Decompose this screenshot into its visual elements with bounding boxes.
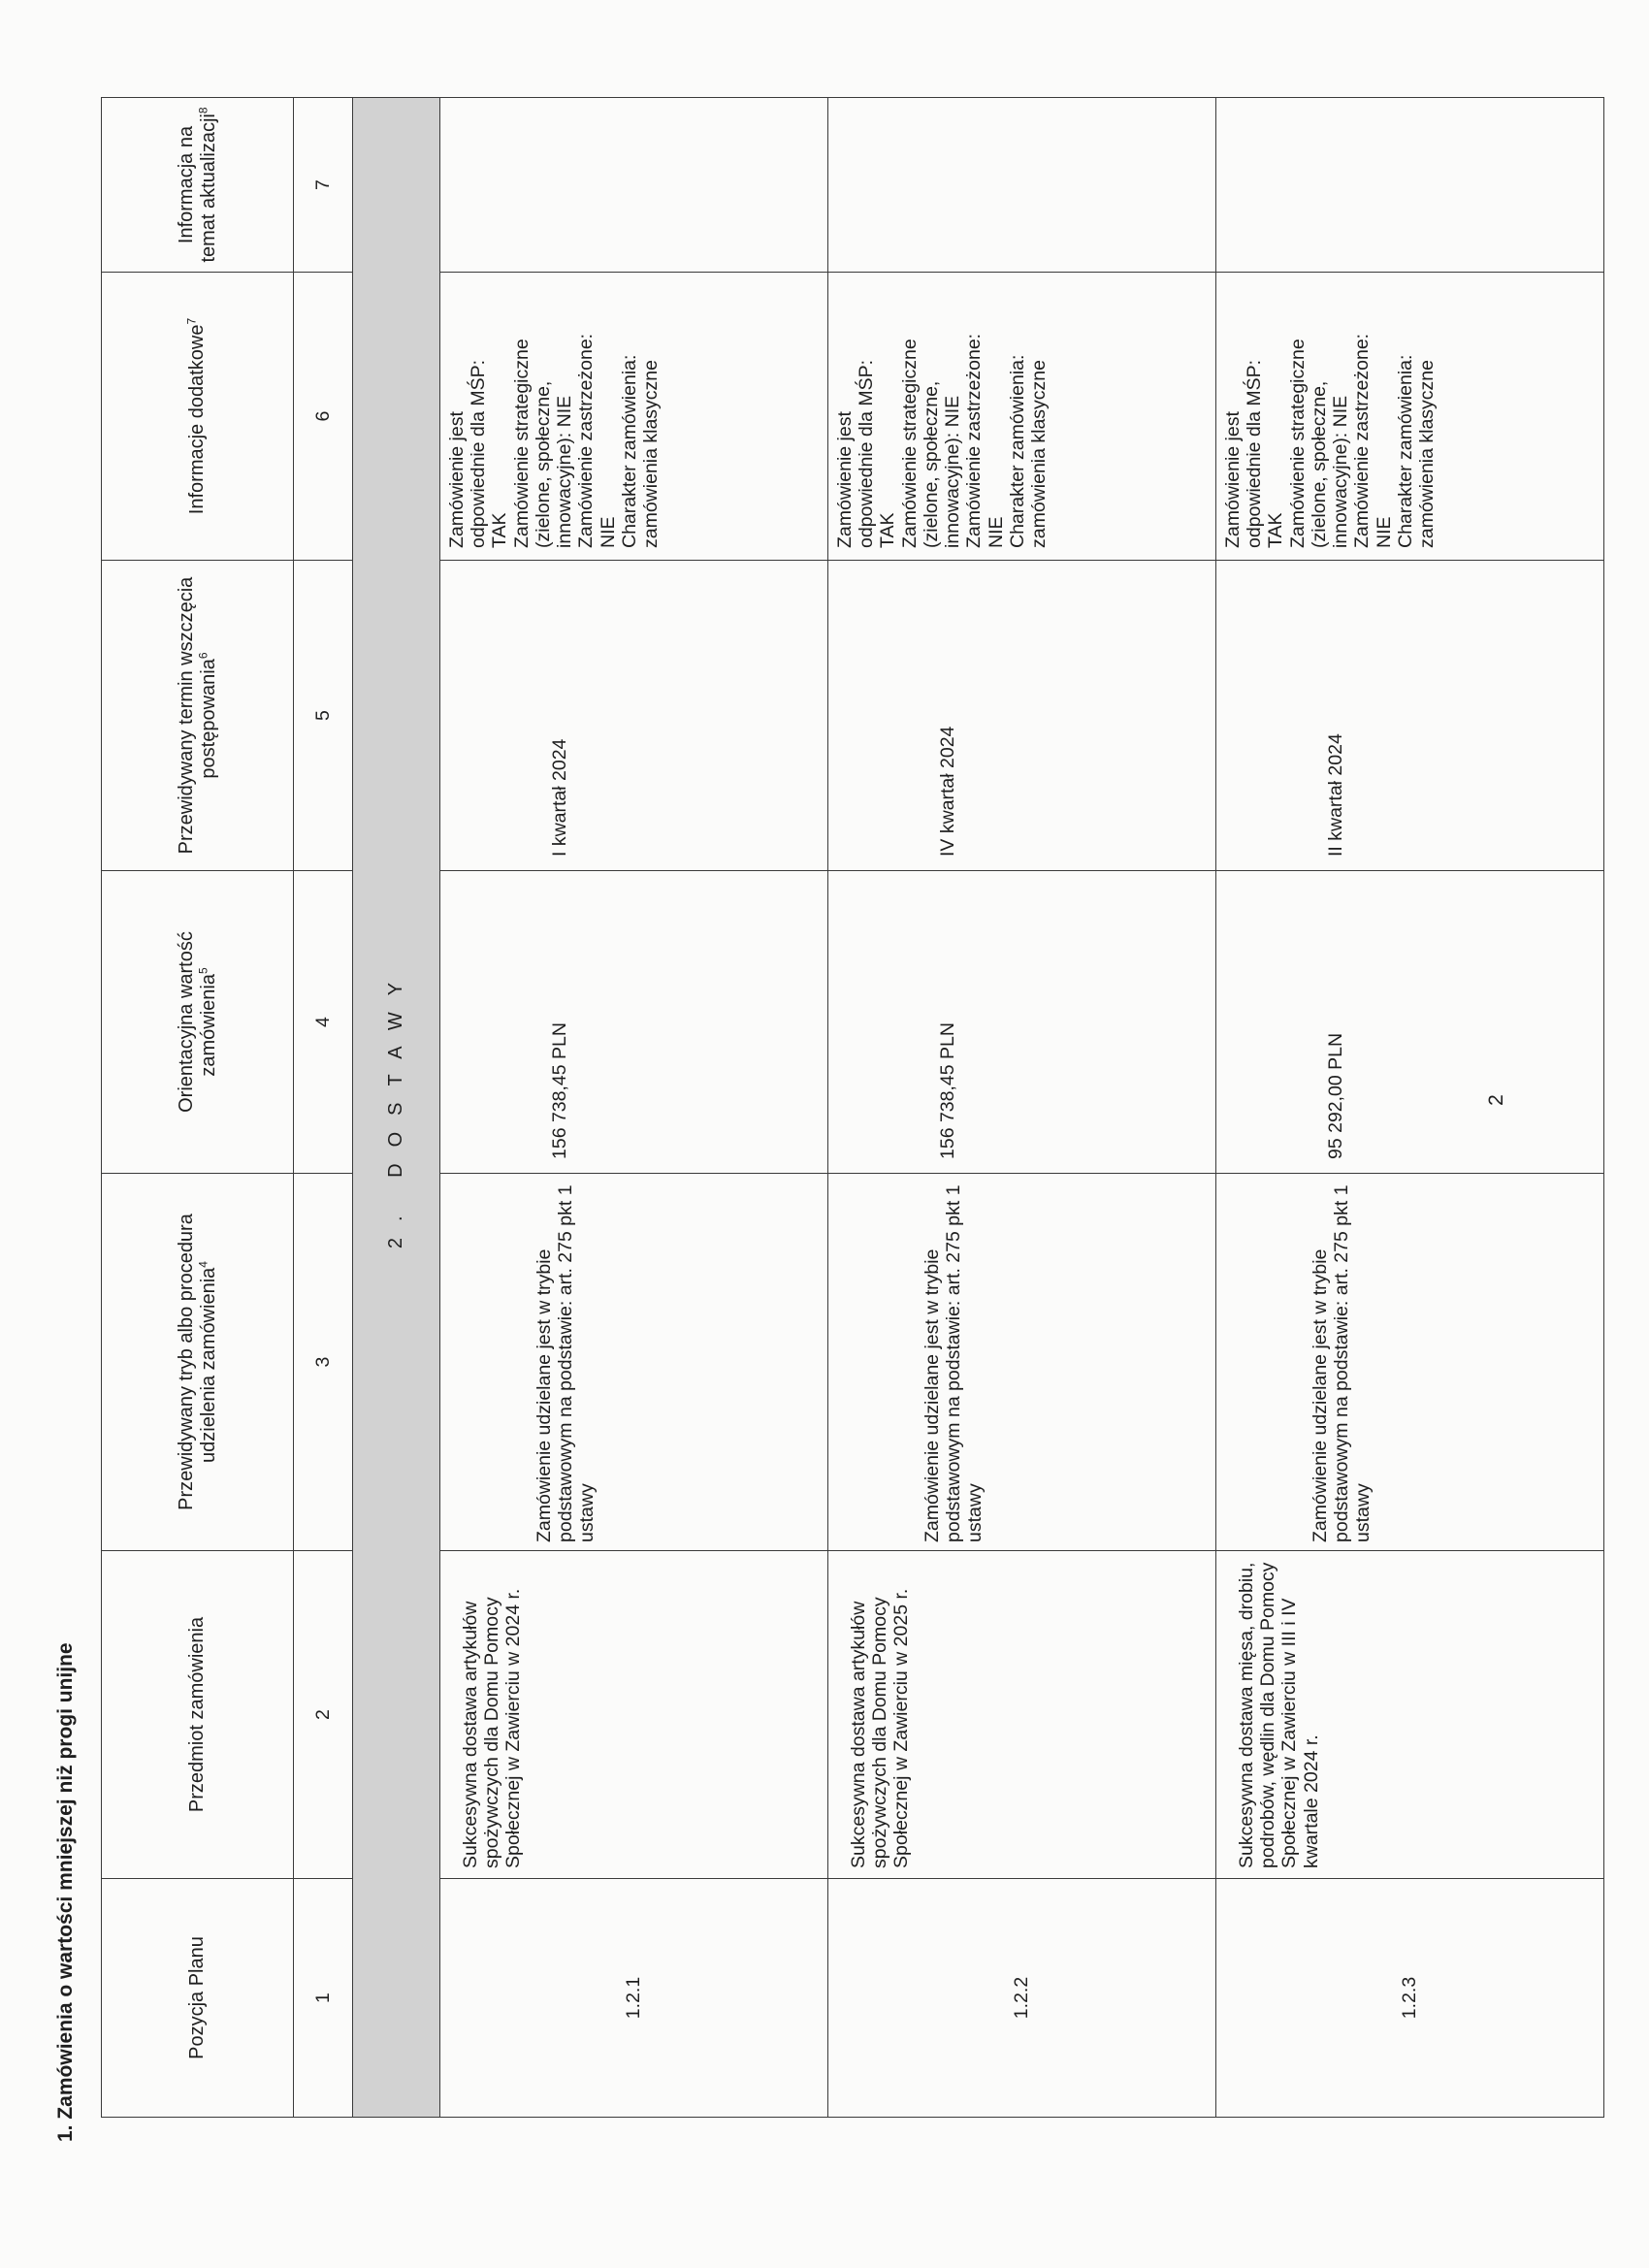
info-line: NIE bbox=[985, 516, 1007, 548]
info-line: TAK bbox=[1265, 512, 1287, 548]
term-cell: I kwartał 2024 bbox=[440, 561, 828, 871]
info-line: Charakter zamówienia: bbox=[1006, 354, 1028, 548]
additional-info-cell bbox=[1216, 273, 1604, 561]
info-line: NIE bbox=[597, 516, 619, 548]
info-line: Zamówienie jest bbox=[834, 411, 856, 548]
subject-cell: Sukcesywna dostawa mięsa, drobiu, podrobów, wędlin dla Domu Pomocy Społecznej w Zawierciu w III i IV kwartale 2024 r. bbox=[1216, 1551, 1604, 1879]
table-row bbox=[828, 98, 1216, 2118]
additional-info-cell bbox=[440, 273, 828, 561]
info-line: odpowiednie dla MŚP: bbox=[856, 359, 878, 548]
position-cell: 1.2.3 bbox=[1216, 1879, 1604, 2118]
section-title: 2. DOSTAWY bbox=[353, 98, 440, 2118]
value-cell: 95 292,00 PLN bbox=[1216, 871, 1604, 1174]
column-header: Informacje dodatkowe$^7$ bbox=[102, 273, 294, 561]
table-row bbox=[440, 98, 828, 2118]
info-line: (zielone, społeczne, bbox=[532, 380, 554, 548]
info-line: innowacyjne): NIE bbox=[554, 395, 576, 548]
procedure-cell: Zamówienie udzielane jest w trybie podstawowym na podstawie: art. 275 pkt 1 ustawy bbox=[1216, 1174, 1604, 1551]
column-number: 5 bbox=[294, 561, 353, 871]
info-line: zamówienia klasyczne bbox=[639, 359, 662, 548]
value-cell: 156 738,45 PLN bbox=[828, 871, 1216, 1174]
info-line: Zamówienie zastrzeżone: bbox=[1351, 333, 1374, 548]
info-line: Zamówienie zastrzeżone: bbox=[963, 333, 986, 548]
update-cell bbox=[1216, 98, 1604, 273]
info-line: Zamówienie strategiczne bbox=[510, 339, 533, 548]
rotated-page-content bbox=[47, 76, 1438, 2142]
term-cell: II kwartał 2024 bbox=[1216, 561, 1604, 871]
info-line: TAK bbox=[877, 512, 899, 548]
info-line: Zamówienie strategiczne bbox=[898, 339, 921, 548]
column-number: 3 bbox=[294, 1174, 353, 1551]
term-cell: IV kwartał 2024 bbox=[828, 561, 1216, 871]
info-line: (zielone, społeczne, bbox=[920, 380, 942, 548]
additional-info-cell bbox=[828, 273, 1216, 561]
info-line: Zamówienie strategiczne bbox=[1286, 339, 1309, 548]
info-line: TAK bbox=[489, 512, 511, 548]
column-number: 6 bbox=[294, 273, 353, 561]
update-cell bbox=[440, 98, 828, 273]
column-header: Orientacyjna wartość zamówienia$^5$ bbox=[102, 871, 294, 1174]
procedure-cell: Zamówienie udzielane jest w trybie podstawowym na podstawie: art. 275 pkt 1 ustawy bbox=[828, 1174, 1216, 1551]
info-line: zamówienia klasyczne bbox=[1415, 359, 1438, 548]
column-header: Pozycja Planu bbox=[102, 1879, 294, 2118]
position-cell: 1.2.2 bbox=[828, 1879, 1216, 2118]
info-line: innowacyjne): NIE bbox=[1330, 395, 1352, 548]
info-line: odpowiednie dla MŚP: bbox=[1244, 359, 1266, 548]
position-cell: 1.2.1 bbox=[440, 1879, 828, 2118]
info-line: odpowiednie dla MŚP: bbox=[468, 359, 490, 548]
subject-cell: Sukcesywna dostawa artykułów spożywczych dla Domu Pomocy Społecznej w Zawierciu w 2024 r. bbox=[440, 1551, 828, 1879]
table-header-row bbox=[102, 98, 294, 2118]
info-line: Charakter zamówienia: bbox=[1394, 354, 1416, 548]
column-number: 7 bbox=[294, 98, 353, 273]
info-line: zamówienia klasyczne bbox=[1027, 359, 1050, 548]
column-header: Informacja na temat aktualizacji$^8$ bbox=[102, 98, 294, 273]
info-line: innowacyjne): NIE bbox=[942, 395, 964, 548]
info-line: Charakter zamówienia: bbox=[618, 354, 640, 548]
info-line: Zamówienie jest bbox=[446, 411, 468, 548]
column-header: Przewidywany tryb albo procedura udzielenia zamówienia$^4$ bbox=[102, 1174, 294, 1551]
column-number-row bbox=[294, 98, 353, 2118]
value-cell: 156 738,45 PLN bbox=[440, 871, 828, 1174]
info-line: Zamówienie jest bbox=[1222, 411, 1244, 548]
info-line: Zamówienie zastrzeżone: bbox=[575, 333, 598, 548]
subject-cell: Sukcesywna dostawa artykułów spożywczych dla Domu Pomocy Społecznej w Zawierciu w 2025 r. bbox=[828, 1551, 1216, 1879]
section-row bbox=[353, 98, 440, 2118]
column-header: Przewidywany termin wszczęcia postępowania$^6$ bbox=[102, 561, 294, 871]
table-row bbox=[1216, 98, 1604, 2118]
page-heading: 1. Zamówienia o wartości mniejszej niż progi unijne bbox=[54, 1642, 77, 2142]
column-number: 4 bbox=[294, 871, 353, 1174]
procurement-plan-table bbox=[101, 97, 1604, 2118]
column-number: 2 bbox=[294, 1551, 353, 1879]
column-number: 1 bbox=[294, 1879, 353, 2118]
column-header: Przedmiot zamówienia bbox=[102, 1551, 294, 1879]
info-line: (zielone, społeczne, bbox=[1308, 380, 1330, 548]
info-line: NIE bbox=[1373, 516, 1395, 548]
procedure-cell: Zamówienie udzielane jest w trybie podstawowym na podstawie: art. 275 pkt 1 ustawy bbox=[440, 1174, 828, 1551]
update-cell bbox=[828, 98, 1216, 273]
page-number: 2 bbox=[1484, 1094, 1507, 1106]
